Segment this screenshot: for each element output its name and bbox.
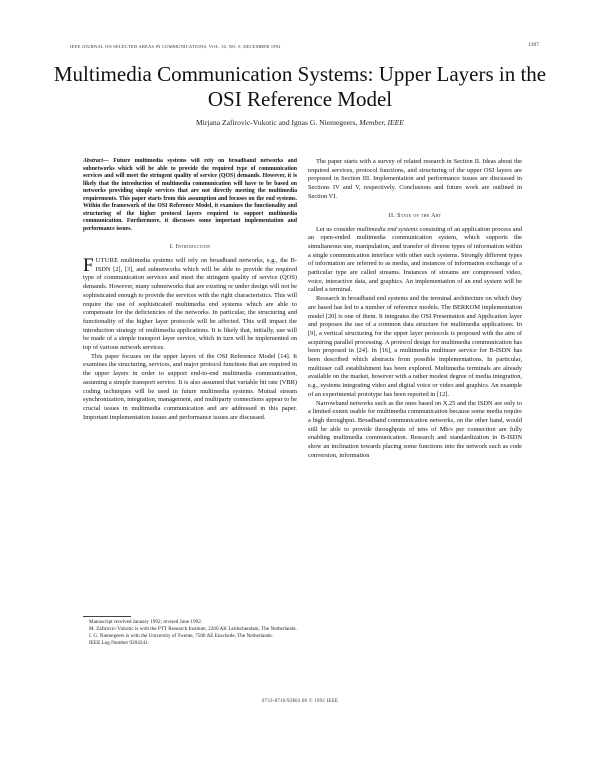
abstract-label: Abstract— xyxy=(83,158,109,164)
abstract-text: Future multimedia systems will rely on broadband networks and subnetworks which will be able to provide the required type of communication services and will meet the stringent quality of service (QOS) demands. However, it is likely that the introduction of multimedia communication will have to be based on networks providing simple services that are not directly meeting the multimedia requirements. This paper starts from this assumption and focuses on the end systems. Within the framework of the OSI Reference Model, it examines the functionality and structuring of the higher protocol layers required to support multimedia communication. Furthermore, it discusses some important implementation and performance issues. xyxy=(83,158,297,232)
right-column xyxy=(308,158,522,461)
section-heading-state-of-the-art: II. State of the Art xyxy=(388,211,442,219)
footnote-log-number: IEEE Log Number 9204241. xyxy=(89,639,149,646)
state-text-2: Research in broadband end systems and the terminal architecture on which they are based has led to a number of reference models. The BERKOM implementation model [20] is one of them. It integrates the OSI Presentation and Application layer and proposes the use of a common data structure for multimedia applications. In [9], a vertical structuring for the upper layer protocols is proposed with the aim of acquiring parallel processing. A protocol design for multimedia communication has been proposed in [24]. In [16], a multimedia multiuser service for B-ISDN has been described which abstracts from possible implementations. In particular, multiuser call establishment has been explored. Multimedia terminals are already available on the market, however with a rather modest degree of media integration, e.g., systems integrating video and digital voice or video and graphics. An example of an experimental prototype has been reported in [12]. xyxy=(308,295,522,398)
overview-paragraph xyxy=(308,158,522,202)
state-paragraph-3 xyxy=(308,400,522,461)
author-line xyxy=(40,118,560,127)
state-lead: Let us consider xyxy=(316,225,356,233)
footnote-rule xyxy=(83,616,131,617)
abstract xyxy=(83,158,297,233)
left-column xyxy=(83,158,297,422)
author-membership: Member, IEEE xyxy=(359,118,404,127)
running-head: IEEE JOURNAL ON SELECTED AREAS IN COMMUNICATIONS, VOL. 10, NO. 9, DECEMBER 1992 xyxy=(70,44,281,49)
footnote-author-1: M. Zafirovic-Vukotic is with the PTT Research Institute, 2260 AK Leidschendam, The Netherlands. xyxy=(89,625,297,632)
page-number: 1397 xyxy=(528,42,539,48)
state-text-3: Narrowband networks such as the ones based on X.25 and the ISDN are only to a limited extent usable for multimedia communication because some media require a high throughput. Broadband communication networks, on the other hand, would still be able to provide throughputs of tens of Mb/s per connection are fully enabling multimedia communication. Research and standardization in B-ISDN show an inclination towards placing some functions into the network such as code conversion, information xyxy=(308,399,522,459)
intro-text-1: multimedia systems will rely on broadband networks, e.g., the B-ISDN [2], [3], and subnetworks which will be able to provide the required type of communication services and meet the stringent quality of service (QOS) demands. However, many subnetworks that are existing or under design will not be sophisticated enough to provide the services with the right characteristics. This will require the use of sophisticated multimedia end systems which are able to compensate for the deficiencies of the networks. In particular, the structuring and functionality of the higher layer protocols will be affected. This will impact the introduction strategy of multimedia applications. It is likely that, initially, use will be made of a simple transport layer service, which in turn will be implemented on top of various network services. xyxy=(83,257,297,352)
copyright-line: 0733-8716/92$03.00 © 1992 IEEE xyxy=(261,699,339,704)
drop-cap: F xyxy=(83,257,94,276)
section-heading-introduction: I. Introduction xyxy=(169,243,211,250)
author-names: Mirjana Zafirovic-Vukotic and Ignas G. Niemegeers, xyxy=(196,118,358,127)
intro-paragraph-2 xyxy=(83,353,297,423)
overview-text: The paper starts with a survey of related research in Section II. Ideas about the required services, protocol functions, and structuring of the upper OSI layers are proposed in Section III. Implementation and performance issues are discussed in Sections IV and V, respectively. Conclusions and future work are outlined in Section VI. xyxy=(308,158,522,200)
state-text-1: consisting of an application process and an open-ended multimedia communication system, which supports the simultaneous use, manipulation, and transfer of diverse types of information within a single communication interface with other such systems. Strongly different types of information are referred to as media, and instances of information exchange of a particular type are called streams. Instances of streams are compressed video, voice, interactive data, and graphics. An implementation of an end system will be called a terminal. xyxy=(308,225,522,294)
state-paragraph-2 xyxy=(308,295,522,399)
intro-paragraph-1 xyxy=(83,257,297,353)
footnote-author-2: I. G. Niemegeers is with the University of Twente, 7500 AE Enschede, The Netherlands. xyxy=(89,632,273,639)
footnotes xyxy=(83,619,297,647)
intro-text-2: This paper focuses on the upper layers of the OSI Reference Model [14]. It examines the structuring, services, and major protocol functions that are required in the upper layers in order to support end-to-end multimedia communication, assuming a simple transport service. It is also assumed that variable bit rate (VBR) coding techniques will be used in future multimedia systems. Mutual stream synchronization, integration, management, and multiparty connections appear to be crucial issues in multimedia communication and are addressed in this paper. Important implementation issues and performance issues are discussed. xyxy=(83,352,297,421)
intro-lead-word: UTURE xyxy=(95,257,119,264)
paper-title: Multimedia Communication Systems: Upper Layers in the OSI Reference Model xyxy=(53,62,547,111)
footnote-received: Manuscript received January 1992; revised June 1992. xyxy=(89,619,203,625)
state-italic-term: multimedia end systems xyxy=(356,225,418,233)
state-paragraph-1 xyxy=(308,226,522,296)
